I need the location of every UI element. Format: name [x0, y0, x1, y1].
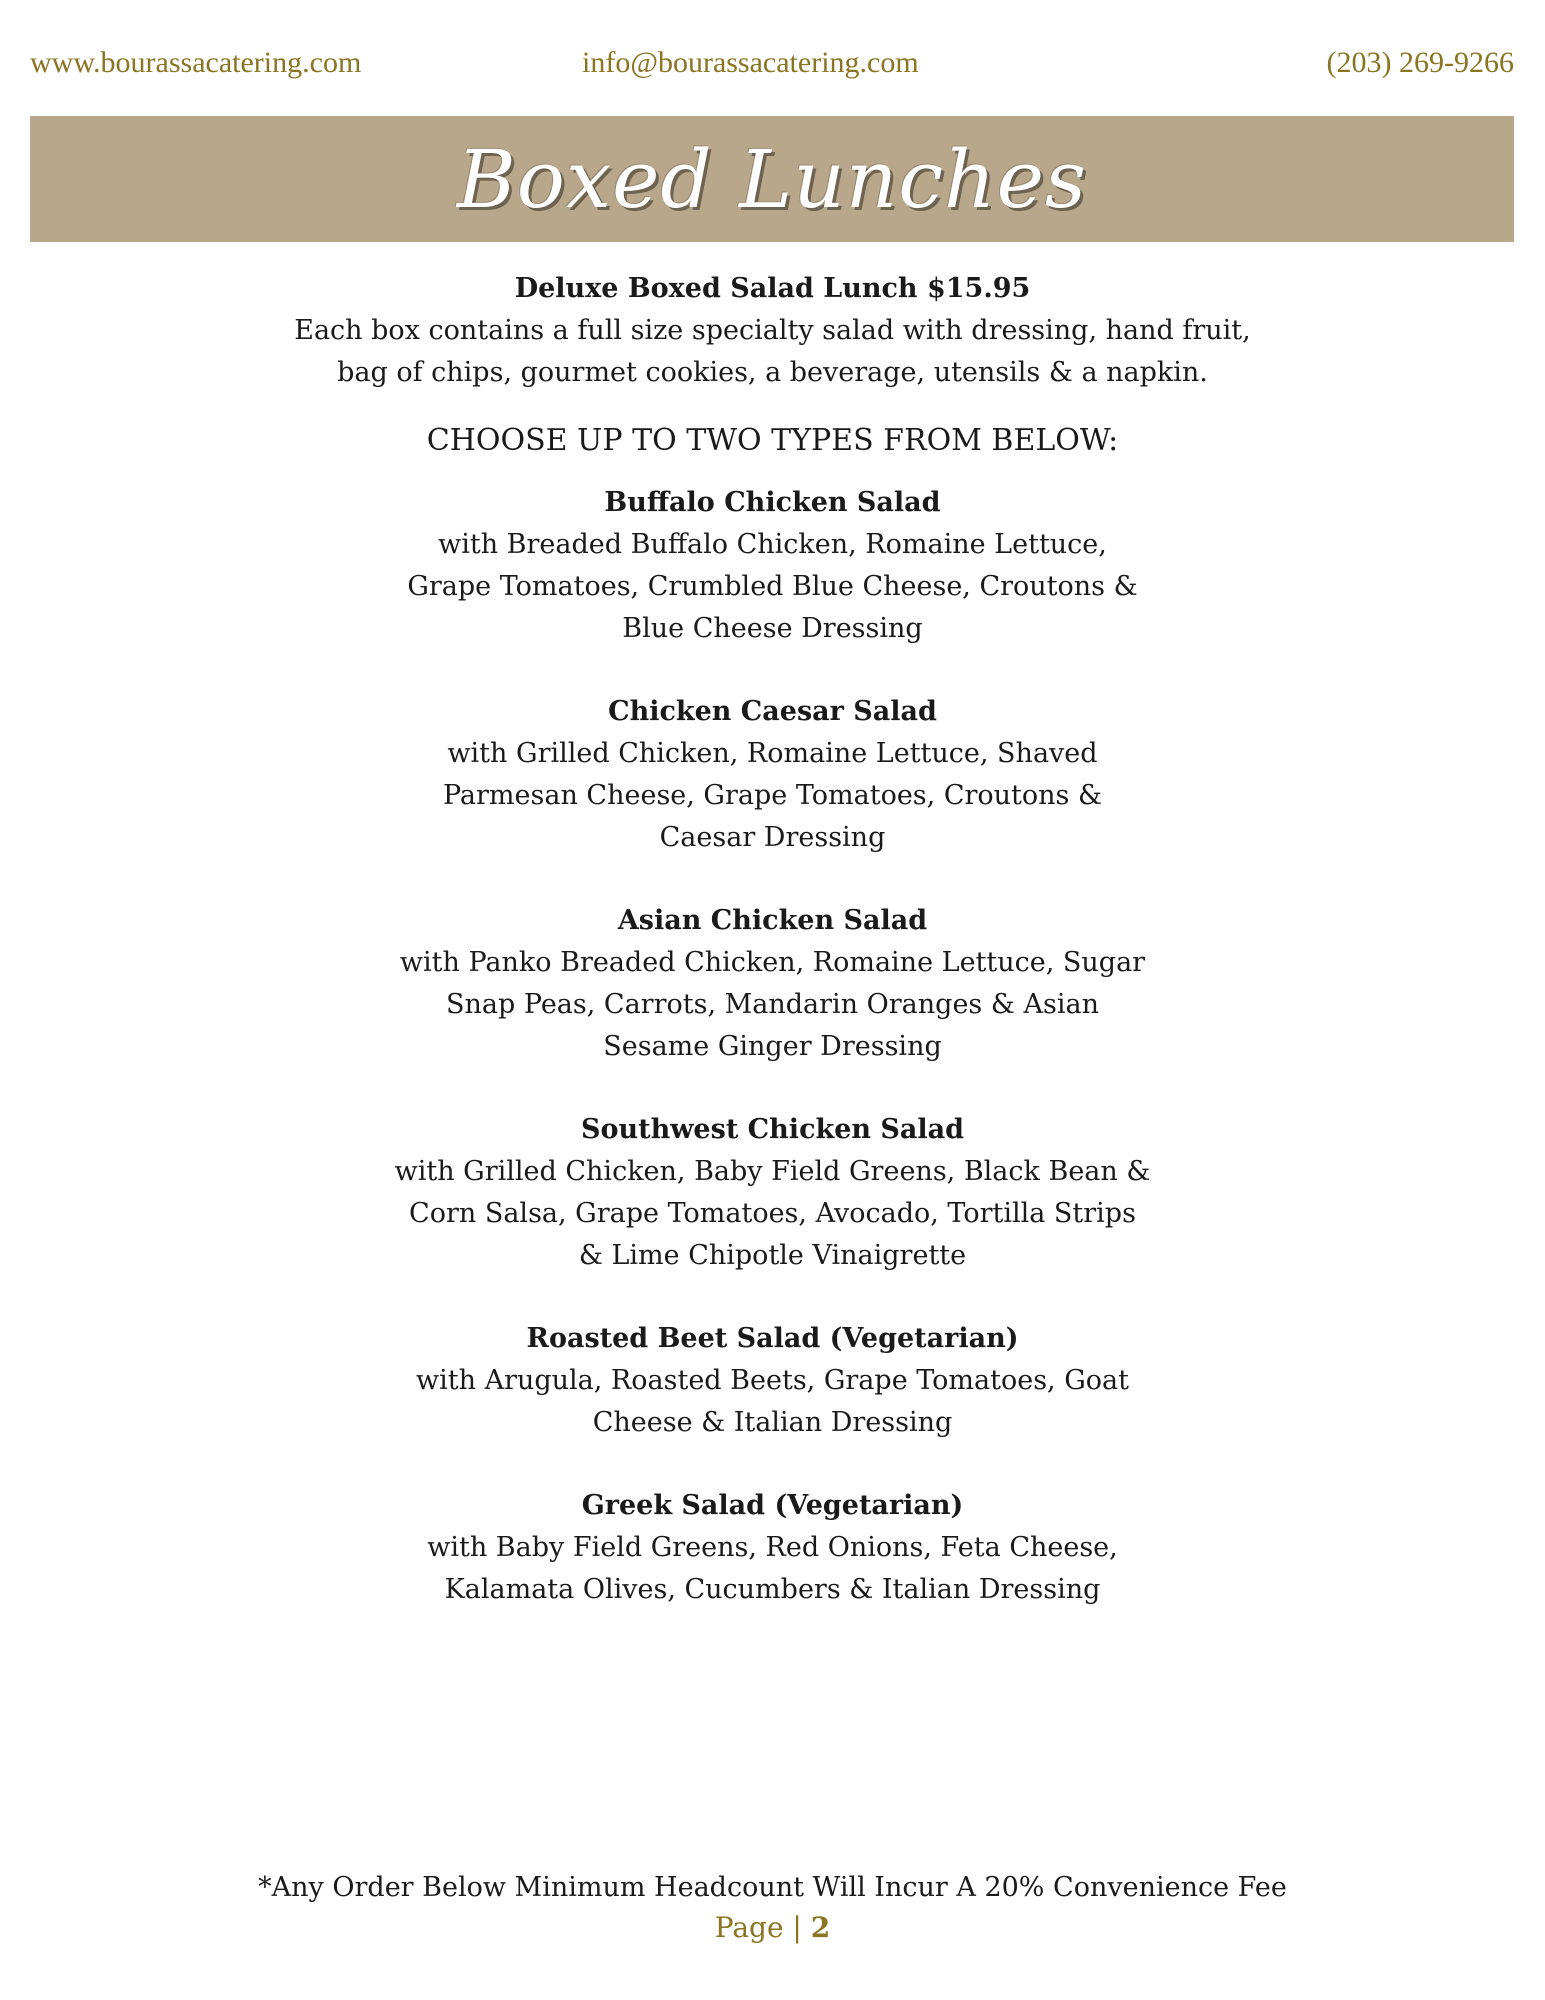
page-number: [0, 1908, 1545, 1948]
salad-name: Chicken Caesar Salad: [608, 696, 937, 727]
salad-desc-line: Corn Salsa, Grape Tomatoes, Avocado, Tortilla Strips: [409, 1198, 1136, 1229]
salad-desc-line: with Grilled Chicken, Romaine Lettuce, Shaved: [447, 738, 1098, 769]
menu-content: [0, 268, 1545, 1652]
salad-desc-line: with Arugula, Roasted Beets, Grape Tomatoes, Goat: [416, 1365, 1129, 1396]
salad-name: Southwest Chicken Salad: [580, 1114, 965, 1145]
salad-item-greek: [363, 1485, 1183, 1611]
salad-desc-line: with Grilled Chicken, Baby Field Greens, Black Bean &: [394, 1156, 1151, 1187]
salad-description: [363, 1527, 1183, 1611]
salad-description: [363, 1360, 1183, 1444]
deluxe-lunch-description: [293, 310, 1253, 394]
salad-desc-line: with Panko Breaded Chicken, Romaine Lettuce, Sugar: [399, 947, 1146, 978]
salad-desc-line: Snap Peas, Carrots, Mandarin Oranges & Asian: [446, 989, 1099, 1020]
salad-description: [363, 733, 1183, 859]
deluxe-lunch-title: Deluxe Boxed Salad Lunch $15.95: [514, 273, 1031, 304]
page-label: Page |: [714, 1911, 802, 1944]
phone-number[interactable]: (203) 269-9266: [1326, 46, 1514, 79]
salad-desc-line: Cheese & Italian Dressing: [592, 1407, 953, 1438]
salad-item-chicken-caesar: [363, 691, 1183, 859]
salad-name: Asian Chicken Salad: [617, 905, 928, 936]
website-link[interactable]: www.bourassacatering.com: [30, 46, 362, 79]
choose-heading: CHOOSE UP TO TWO TYPES FROM BELOW:: [426, 423, 1119, 458]
email-link[interactable]: info@bourassacatering.com: [582, 46, 919, 79]
salad-item-buffalo-chicken: [363, 482, 1183, 650]
page-number-value: 2: [810, 1911, 831, 1944]
salad-desc-line: & Lime Chipotle Vinaigrette: [578, 1240, 967, 1271]
salad-item-roasted-beet: [363, 1318, 1183, 1444]
deluxe-desc-line: Each box contains a full size specialty salad with dressing, hand fruit,: [294, 315, 1251, 346]
deluxe-desc-line: bag of chips, gourmet cookies, a beverage, utensils & a napkin.: [337, 357, 1208, 388]
salad-desc-line: Parmesan Cheese, Grape Tomatoes, Croutons &: [442, 780, 1103, 811]
salad-name: Greek Salad (Vegetarian): [581, 1490, 964, 1521]
salad-desc-line: Caesar Dressing: [659, 822, 886, 853]
salad-description: [363, 524, 1183, 650]
contact-header: [30, 46, 1514, 86]
salad-item-southwest-chicken: [363, 1109, 1183, 1277]
salad-description: [363, 942, 1183, 1068]
convenience-fee-note: *Any Order Below Minimum Headcount Will Incur A 20% Convenience Fee: [258, 1872, 1287, 1903]
salad-item-asian-chicken: [363, 900, 1183, 1068]
salad-desc-line: with Baby Field Greens, Red Onions, Feta Cheese,: [427, 1532, 1118, 1563]
salad-desc-line: Grape Tomatoes, Crumbled Blue Cheese, Croutons &: [407, 571, 1138, 602]
salad-desc-line: with Breaded Buffalo Chicken, Romaine Lettuce,: [438, 529, 1107, 560]
salad-desc-line: Blue Cheese Dressing: [622, 613, 923, 644]
salad-desc-line: Kalamata Olives, Cucumbers & Italian Dressing: [444, 1574, 1101, 1605]
salad-name: Roasted Beet Salad (Vegetarian): [526, 1323, 1019, 1354]
title-banner: [30, 116, 1514, 242]
salad-description: [363, 1151, 1183, 1277]
page-title: Boxed Lunches: [457, 132, 1087, 226]
salad-desc-line: Sesame Ginger Dressing: [603, 1031, 942, 1062]
salad-name: Buffalo Chicken Salad: [604, 487, 941, 518]
